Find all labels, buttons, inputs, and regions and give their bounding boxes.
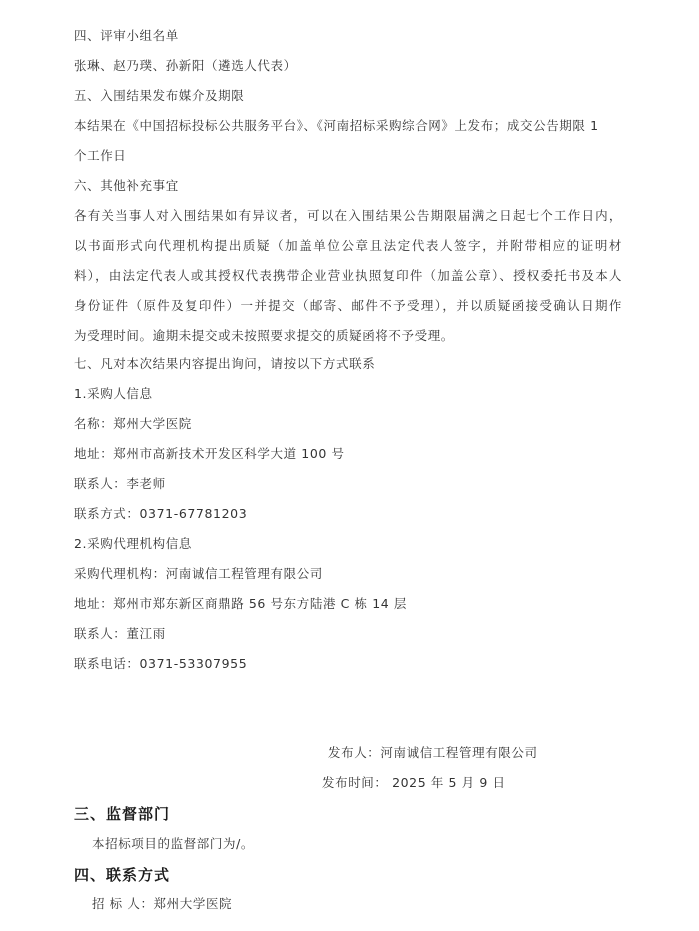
review-panel-members: 张琳、赵乃璞、孙新阳（遴选人代表） <box>74 58 297 73</box>
agency-info-title: 2.采购代理机构信息 <box>74 536 192 551</box>
publication-media-line-1: 本结果在《中国招标投标公共服务平台》、《河南招标采购综合网》上发布；成交公告期限 1 <box>74 118 599 133</box>
purchaser-name: 名称：郑州大学医院 <box>74 416 192 431</box>
contact-heading: 四、联系方式 <box>74 866 171 884</box>
section-4-title: 四、评审小组名单 <box>74 28 179 43</box>
supervision-heading: 三、监督部门 <box>74 805 171 823</box>
objection-paragraph <box>74 201 622 351</box>
objection-line: 各有关当事人对入围结果如有异议者，可以在入围结果公告期限届满之日起七个工作日内， <box>74 208 622 223</box>
objection-line: 身份证件（原件及复印件）一并提交（邮寄、邮件不予受理），并以质疑函接受确认日期作 <box>74 298 622 313</box>
purchaser-contact: 联系人：李老师 <box>74 476 166 491</box>
publisher-signature: 发布人：河南诚信工程管理有限公司 <box>328 745 538 760</box>
publication-media-line-2: 个工作日 <box>74 148 127 163</box>
agency-contact: 联系人：董江雨 <box>74 626 166 641</box>
supervision-text: 本招标项目的监督部门为/。 <box>92 836 255 851</box>
publish-date: 发布时间： 2025 年 5 月 9 日 <box>322 775 506 790</box>
section-7-title: 七、凡对本次结果内容提出询问，请按以下方式联系 <box>74 356 376 371</box>
purchaser-phone: 联系方式：0371-67781203 <box>74 506 248 521</box>
objection-line: 料），由法定代表人或其授权代表携带企业营业执照复印件（加盖公章）、授权委托书及本人 <box>74 268 622 283</box>
objection-line: 为受理时间。逾期未提交或未按照要求提交的质疑函将不予受理。 <box>74 328 454 343</box>
objection-line: 以书面形式向代理机构提出质疑（加盖单位公章且法定代表人签字，并附带相应的证明材 <box>74 238 622 253</box>
purchaser-info-title: 1.采购人信息 <box>74 386 153 401</box>
section-6-title: 六、其他补充事宜 <box>74 178 179 193</box>
agency-name: 采购代理机构：河南诚信工程管理有限公司 <box>74 566 323 581</box>
tenderer-line: 招 标 人：郑州大学医院 <box>92 896 233 911</box>
section-5-title: 五、入围结果发布媒介及期限 <box>74 88 245 103</box>
purchaser-address: 地址：郑州市高新技术开发区科学大道 100 号 <box>74 446 345 461</box>
agency-phone: 联系电话：0371-53307955 <box>74 656 248 671</box>
agency-address: 地址：郑州市郑东新区商鼎路 56 号东方陆港 C 栋 14 层 <box>74 596 407 611</box>
